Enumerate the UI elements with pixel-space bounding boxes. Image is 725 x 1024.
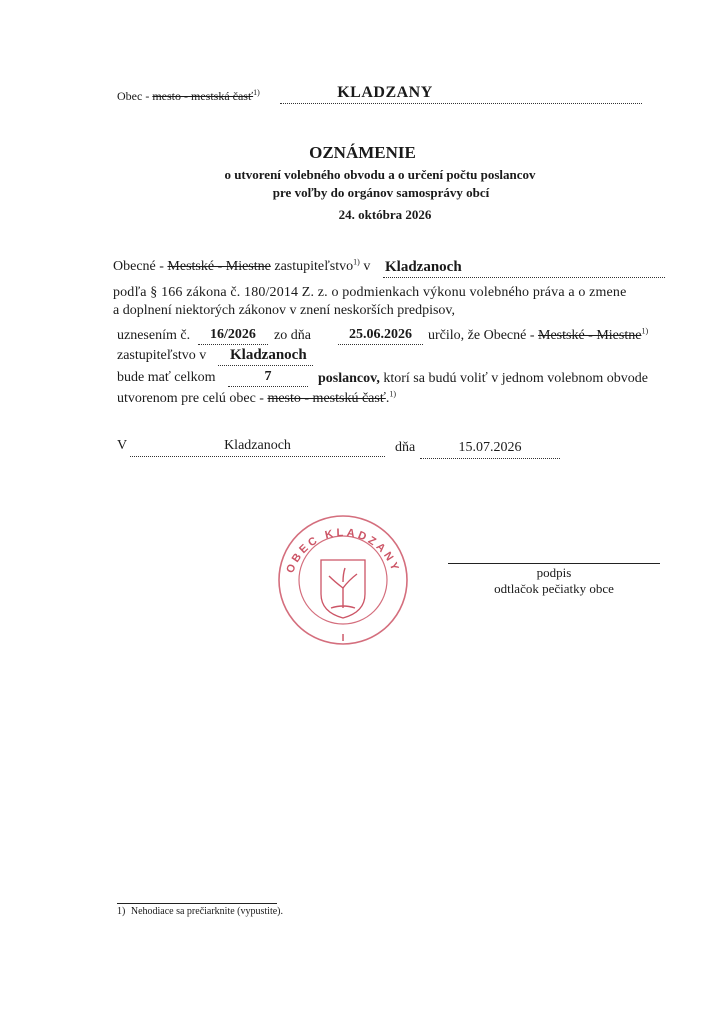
municipal-stamp — [273, 510, 413, 650]
signature-place-underline — [130, 456, 385, 457]
body-zo-dna-label: zo dňa — [274, 328, 311, 343]
body-ref-2: 1) — [641, 326, 649, 336]
body-place-1-underline — [383, 277, 665, 278]
header-obec-line — [117, 89, 260, 104]
signature-date-underline — [420, 458, 560, 459]
body-zastupitelstvo: zastupiteľstvo — [270, 259, 354, 274]
body-deputies-count-underline — [228, 386, 308, 387]
title-line-1: o utvorení volebného obvodu a o určení počtu poslancov — [224, 167, 536, 182]
body-line-2: podľa § 166 zákona č. 180/2014 Z. z. o podmienkach výkonu volebného práva a o zmene — [113, 285, 627, 300]
footnote-divider — [117, 903, 277, 904]
footnote-ref: 1) — [117, 906, 126, 917]
body-struck-mestske: Mestské - Miestne — [167, 259, 271, 274]
body-ref-3: 1) — [389, 389, 396, 399]
footnote-text: Nehodiace sa prečiarknite (vypustite). — [130, 906, 284, 917]
body-resolution-number-underline — [198, 344, 268, 345]
body-line-3: a doplnení niektorých zákonov v znení neskorších predpisov, — [113, 303, 456, 318]
signature-line — [448, 563, 660, 564]
page-title: OZNÁMENIE — [309, 143, 416, 162]
signature-stamp-label: odtlačok pečiatky obce — [494, 581, 614, 596]
body-poslancov-line — [318, 371, 648, 387]
body-line-7 — [117, 391, 396, 407]
footnote — [117, 906, 283, 917]
body-bude-mat-label: bude mať celkom — [117, 370, 216, 385]
body-place-1: Kladzanoch — [385, 259, 462, 275]
header-municipality-name: KLADZANY — [337, 84, 433, 101]
body-v: v — [359, 259, 371, 274]
title-line-2: pre voľby do orgánov samosprávy obcí — [272, 185, 490, 200]
signature-podpis-label: podpis — [536, 565, 572, 580]
body-struck-mestske-2: Mestské - Miestne — [538, 328, 642, 343]
signature-dna-label: dňa — [395, 440, 416, 455]
body-uznesenim-label: uznesením č. — [117, 328, 191, 343]
body-poslancov: poslancov, — [318, 371, 380, 386]
body-resolution-number: 16/2026 — [210, 327, 256, 342]
body-urcilo-line — [428, 328, 648, 344]
body-line-1 — [113, 259, 370, 275]
body-resolution-date: 25.06.2026 — [349, 327, 412, 342]
signature-v-label: V — [117, 438, 128, 453]
body-utvorenom-text: utvorenom pre celú obec - — [117, 391, 268, 406]
signature-date: 15.07.2026 — [458, 440, 522, 455]
body-deputies-count: 7 — [264, 369, 272, 384]
stamp-ring-text: OBEC KLADZANY — [284, 526, 402, 575]
body-urcilo-text: určilo, že Obecné - — [428, 328, 538, 343]
body-period: . — [385, 391, 390, 406]
body-struck-mesto-2: mesto - mestskú časť — [267, 391, 386, 406]
stamp-numeral: I — [341, 633, 345, 644]
header-underline — [280, 103, 642, 104]
header-obec-prefix: Obec - — [117, 89, 153, 103]
body-resolution-date-underline — [338, 344, 423, 345]
body-place-2-underline — [218, 365, 313, 366]
body-obecne-prefix: Obecné - — [113, 259, 168, 274]
title-election-date: 24. októbra 2026 — [338, 207, 432, 222]
body-zastupitelstvo-v-label: zastupiteľstvo v — [117, 348, 207, 363]
body-ktori-text: ktorí sa budú voliť v jednom volebnom obvode — [379, 371, 648, 386]
header-footnote-ref: 1) — [253, 88, 260, 97]
stamp-tree-icon — [329, 568, 357, 608]
signature-place: Kladzanoch — [224, 438, 291, 453]
body-place-2: Kladzanoch — [230, 347, 307, 363]
header-struck-mesto: mesto - mestská časť — [152, 89, 254, 103]
body-ref-1: 1) — [353, 257, 360, 267]
